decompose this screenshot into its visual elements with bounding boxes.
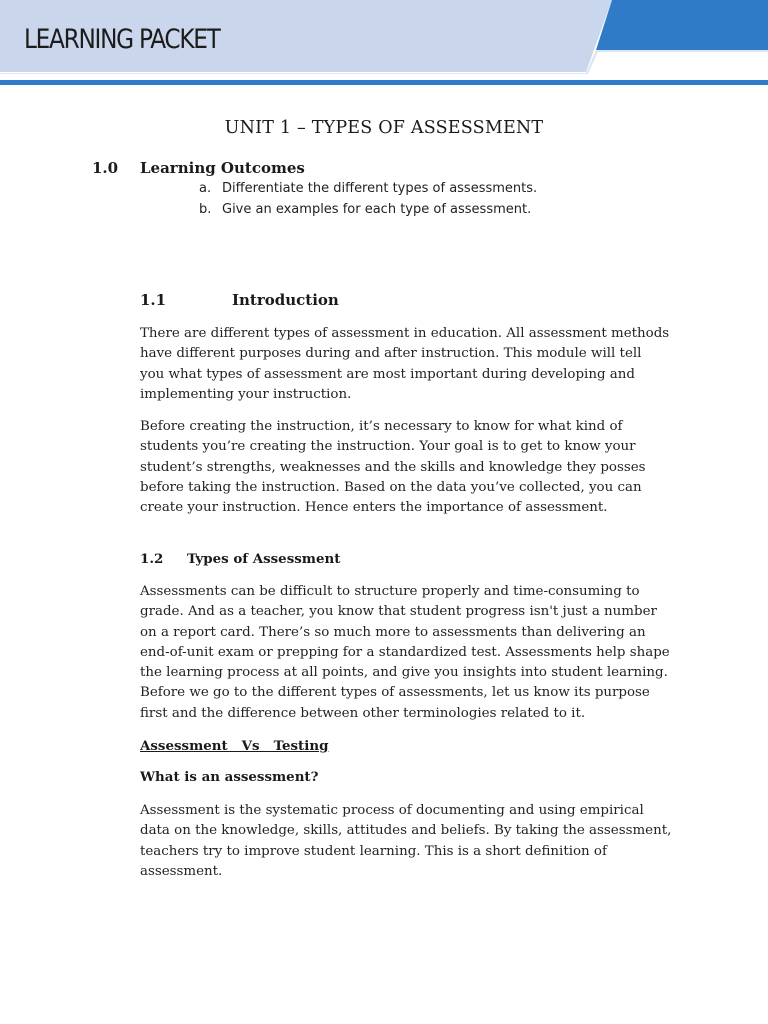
text-line: before taking the instruction. Based on the data you’ve collected, you can	[140, 479, 642, 495]
outcome-item-a: Differentiate the different types of assessments.	[222, 181, 538, 196]
outcome-marker-a: a.	[199, 181, 212, 196]
text-line: create your instruction. Hence enters the importance of assessment.	[140, 500, 608, 516]
outcomes-number: 1.0	[92, 159, 119, 177]
header-banner	[0, 0, 768, 88]
text-line: assessment.	[140, 863, 223, 879]
text-line: Assessments can be difficult to structure properly and time-consuming to	[140, 584, 640, 599]
text-line: first and the difference between other terminologies related to it.	[140, 705, 586, 721]
what-is-assessment-heading: What is an assessment?	[140, 769, 319, 785]
types-paragraph	[140, 582, 670, 724]
text-line: on a report card. There’s so much more to assessments than delivering an	[140, 624, 646, 640]
outcome-marker-b: b.	[199, 202, 212, 217]
text-line: Assessment is the systematic process of documenting and using empirical	[140, 803, 644, 818]
unit-title: UNIT 1 – TYPES OF ASSESSMENT	[224, 118, 544, 138]
text-line: you what types of assessment are most important during developing and	[140, 366, 635, 382]
outcomes-heading: Learning Outcomes	[140, 159, 305, 177]
assessment-vs-testing-heading: Assessment Vs Testing	[140, 738, 329, 754]
text-line: implementing your instruction.	[140, 386, 352, 402]
types-number: 1.2	[140, 551, 164, 567]
text-line: grade. And as a teacher, you know that student progress isn't just a number	[140, 604, 657, 620]
text-line: end-of-unit exam or prepping for a standardized test. Assessments help shape	[140, 644, 670, 660]
text-line: Before creating the instruction, it’s necessary to know for what kind of	[140, 419, 623, 434]
types-heading: Types of Assessment	[187, 551, 341, 567]
text-line: have different purposes during and after instruction. This module will tell	[140, 346, 642, 362]
intro-paragraph-1	[140, 324, 670, 405]
text-line: the learning process at all points, and give you insights into student learning.	[140, 665, 668, 681]
intro-number: 1.1	[140, 291, 167, 309]
text-line: There are different types of assessment in education. All assessment methods	[140, 326, 670, 341]
text-line: student’s strengths, weaknesses and the skills and knowledge they posses	[140, 459, 646, 475]
text-line: students you’re creating the instruction. Your goal is to get to know your	[140, 439, 636, 455]
outcome-item-b: Give an examples for each type of assessment.	[222, 202, 532, 217]
text-line: data on the knowledge, skills, attitudes and beliefs. By taking the assessment,	[140, 823, 672, 839]
text-line: teachers try to improve student learning. This is a short definition of	[140, 843, 607, 859]
intro-paragraph-2	[140, 417, 660, 518]
assessment-definition-paragraph	[140, 801, 672, 882]
intro-heading: Introduction	[232, 291, 339, 309]
text-line: Before we go to the different types of assessments, let us know its purpose	[140, 685, 650, 701]
packet-title: LEARNING PACKET	[24, 24, 220, 55]
